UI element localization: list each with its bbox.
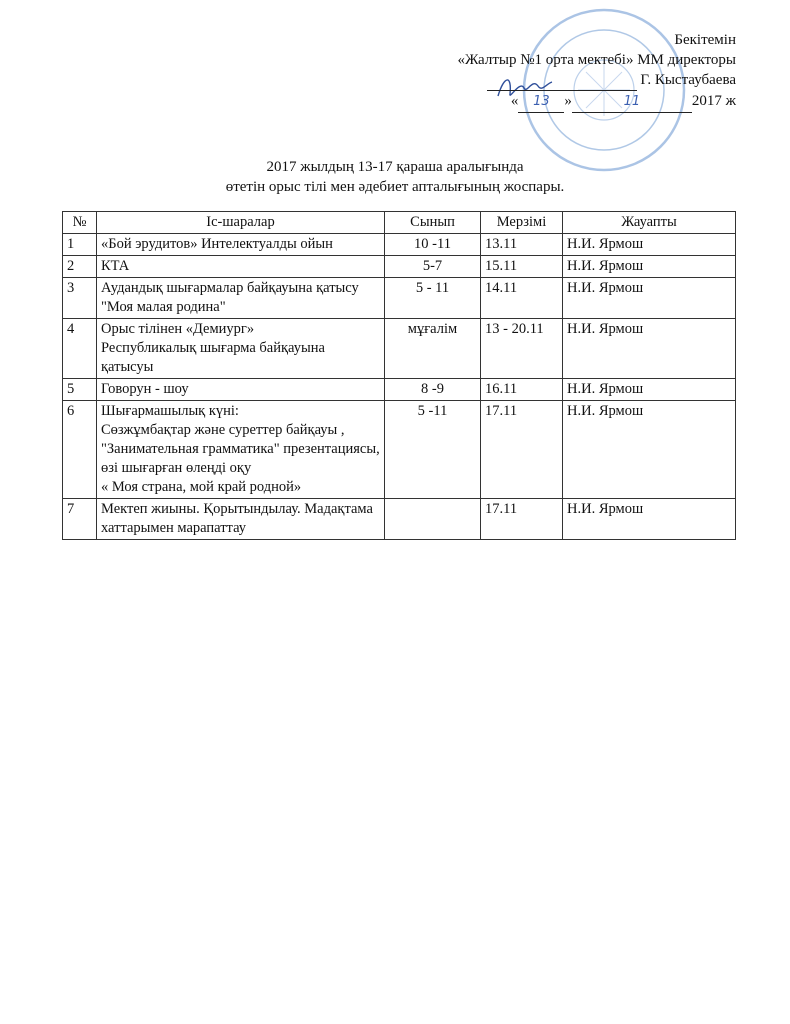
cell-responsible: Н.И. Ярмош: [563, 401, 736, 499]
signature-underline: [487, 70, 637, 91]
cell-event: КТА: [97, 256, 385, 278]
date-close-quote: »: [564, 93, 572, 109]
cell-grade: 5-7: [385, 256, 481, 278]
table-row: [63, 234, 736, 256]
cell-responsible: Н.И. Ярмош: [563, 499, 736, 540]
header-date: Мерзімі: [481, 212, 563, 234]
cell-event: Шығармашылық күні: Сөзжұмбақтар және суреттер байқауы , "Занимательная грамматика" презентациясы, өзі шығарған өлеңді оқу « Моя страна, мой край родной»: [97, 401, 385, 499]
header-grade: Сынып: [385, 212, 481, 234]
date-open-quote: «: [510, 93, 519, 109]
date-year: 2017 ж: [691, 93, 736, 109]
cell-event: Орыс тілінен «Демиург» Республикалық шығарма байқауына қатысуы: [97, 319, 385, 379]
cell-number: 5: [63, 379, 97, 401]
cell-number: 7: [63, 499, 97, 540]
table-row: [63, 256, 736, 278]
cell-grade: 5 - 11: [385, 278, 481, 319]
plan-table: [62, 211, 736, 540]
cell-event: «Бой эрудитов» Интелектуалды ойын: [97, 234, 385, 256]
cell-number: 6: [63, 401, 97, 499]
cell-date: 15.11: [481, 256, 563, 278]
header-responsible: Жауапты: [563, 212, 736, 234]
document-title: [0, 157, 790, 197]
table-row: [63, 401, 736, 499]
date-month: 11: [623, 94, 641, 109]
cell-date: 17.11: [481, 499, 563, 540]
cell-grade: мұғалім: [385, 319, 481, 379]
header-number: №: [63, 212, 97, 234]
cell-date: 14.11: [481, 278, 563, 319]
cell-grade: 10 -11: [385, 234, 481, 256]
approval-signature-line: [316, 70, 736, 91]
cell-date: 13.11: [481, 234, 563, 256]
cell-grade: 5 -11: [385, 401, 481, 499]
header-event: Іс-шаралар: [97, 212, 385, 234]
title-line-1: 2017 жылдың 13-17 қараша аралығында: [266, 159, 524, 175]
cell-number: 2: [63, 256, 97, 278]
table-row: [63, 379, 736, 401]
cell-date: 16.11: [481, 379, 563, 401]
title-line-2: өтетін орыс тілі мен әдебиет апталығының жоспары.: [225, 179, 565, 195]
approval-date-line: [316, 91, 736, 113]
approval-block: [316, 30, 736, 113]
table-row: [63, 319, 736, 379]
cell-event: Аудандық шығармалар байқауына қатысу "Моя малая родина": [97, 278, 385, 319]
cell-number: 3: [63, 278, 97, 319]
cell-grade: 8 -9: [385, 379, 481, 401]
cell-event: Мектеп жиыны. Қорытындылау. Мадақтама хаттарымен марапаттау: [97, 499, 385, 540]
cell-responsible: Н.И. Ярмош: [563, 319, 736, 379]
approval-heading: Бекітемін: [674, 32, 736, 48]
cell-number: 4: [63, 319, 97, 379]
date-day: 13: [533, 94, 550, 109]
cell-number: 1: [63, 234, 97, 256]
cell-responsible: Н.И. Ярмош: [563, 234, 736, 256]
table-row: [63, 499, 736, 540]
cell-responsible: Н.И. Ярмош: [563, 256, 736, 278]
cell-grade: [385, 499, 481, 540]
cell-date: 13 - 20.11: [481, 319, 563, 379]
approval-school: «Жалтыр №1 орта мектебі» ММ директоры: [457, 52, 736, 68]
cell-event: Говорун - шоу: [97, 379, 385, 401]
cell-responsible: Н.И. Ярмош: [563, 278, 736, 319]
director-name: Г. Кыстаубаева: [640, 72, 736, 88]
table-row: [63, 278, 736, 319]
cell-responsible: Н.И. Ярмош: [563, 379, 736, 401]
table-header-row: [63, 212, 736, 234]
cell-date: 17.11: [481, 401, 563, 499]
